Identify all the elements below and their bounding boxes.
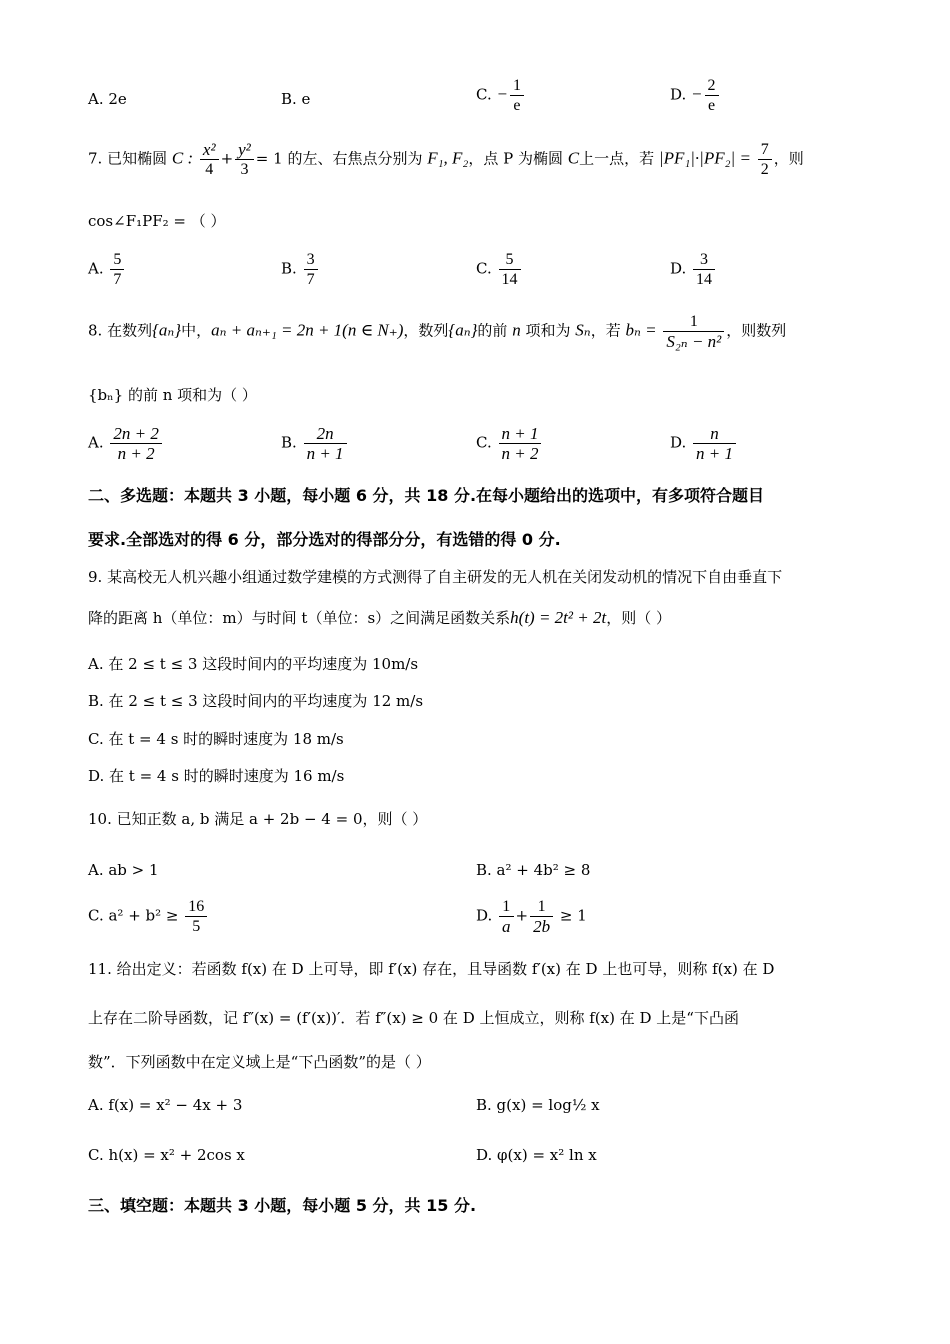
numerator: x²	[200, 140, 219, 160]
sequence-a: {aₙ}	[152, 320, 182, 340]
option-label: A.	[88, 433, 104, 452]
fraction	[693, 250, 715, 289]
q9-text: ，则（ ）	[606, 609, 671, 627]
q11-stem-line3: 数”．下列函数中在定义域上是“下凸函数”的是（ ）	[88, 1053, 431, 1071]
denominator: S₂ₙ − n²	[666, 332, 722, 351]
q7-intro: 7. 已知椭圆	[88, 149, 168, 168]
q8-text: 项和为	[525, 321, 571, 340]
denominator: a	[502, 917, 511, 936]
q10-option-d	[476, 897, 587, 936]
fraction	[693, 424, 736, 463]
q7-text: ，则	[773, 149, 804, 168]
q7-option-b	[281, 250, 320, 289]
numerator: 3	[693, 250, 715, 270]
height-function: h(t) = 2t² + 2t	[510, 608, 607, 627]
denominator: 7	[306, 271, 315, 288]
q7-text: 上一点，若	[579, 149, 655, 168]
minus-sign: −	[496, 84, 508, 104]
q8-option-c	[476, 424, 543, 463]
fraction	[200, 140, 219, 179]
option-text: C. a² + b² ≥	[88, 906, 179, 925]
option-label: D.	[670, 433, 687, 452]
q8-stem-line1	[88, 312, 786, 351]
option-text: ≥ 1	[559, 906, 587, 925]
fraction	[499, 424, 542, 463]
fraction	[110, 424, 161, 463]
fraction	[530, 897, 553, 936]
ellipse-name: C :	[171, 148, 194, 168]
option-label: C.	[476, 433, 492, 452]
q9-stem-line2	[88, 607, 671, 629]
denominator: 5	[192, 918, 201, 935]
numerator: 1	[510, 76, 524, 96]
denominator: e	[707, 97, 716, 114]
q8-text: 的前	[477, 321, 508, 340]
q11-stem-line1: 11. 给出定义：若函数 f(x) 在 D 上可导，即 f′(x) 存在，且导函数 f′(x) 在 D 上也可导，则称 f(x) 在 D	[88, 960, 775, 978]
numerator: 2	[705, 76, 719, 96]
q6-option-c	[476, 76, 526, 115]
numerator: 1	[663, 312, 724, 332]
q8-option-d	[670, 424, 738, 463]
fraction	[499, 897, 514, 936]
q11-option-c: C. h(x) = x² + 2cos x	[88, 1146, 245, 1164]
q9-option-a: A. 在 2 ≤ t ≤ 3 这段时间内的平均速度为 10m/s	[88, 655, 419, 673]
q11-stem-line2: 上存在二阶导函数，记 f″(x) = (f′(x))′．若 f″(x) ≥ 0 在 D 上恒成立，则称 f(x) 在 D 上是“下凸函	[88, 1009, 739, 1027]
numerator: n + 1	[499, 424, 542, 444]
q9-stem-line1: 9. 某高校无人机兴趣小组通过数学建模的方式测得了自主研发的无人机在关闭发动机的情况下自由垂直下	[88, 568, 783, 586]
q10-option-a: A. ab > 1	[88, 861, 159, 879]
q7-option-a	[88, 250, 126, 289]
q8-text: 中，	[181, 321, 212, 340]
numerator: 16	[185, 897, 207, 917]
foci-symbols: F₁, F₂	[427, 148, 469, 168]
q10-stem: 10. 已知正数 a, b 满足 a + 2b − 4 = 0，则（ ）	[88, 810, 428, 828]
denominator: 2b	[533, 917, 551, 936]
fraction	[499, 250, 521, 289]
q7-option-d	[670, 250, 717, 289]
var-n: n	[512, 320, 521, 340]
section-2-header-line1: 二、多选题：本题共 3 小题，每小题 6 分，共 18 分.在每小题给出的选项中，有多项符合题目	[88, 486, 765, 505]
fraction	[185, 897, 207, 936]
numerator: 3	[304, 250, 318, 270]
plus-sign: +	[515, 906, 529, 925]
section-2-header-line2: 要求.全部选对的得 6 分，部分选对的得部分分，有选错的得 0 分.	[88, 530, 561, 549]
denominator: 14	[501, 271, 518, 288]
denominator: 7	[113, 271, 122, 288]
option-label: D.	[670, 85, 687, 104]
denominator: 3	[240, 161, 249, 178]
q11-option-d: D. φ(x) = x² ln x	[476, 1146, 597, 1164]
q8-text: ，数列	[403, 321, 449, 340]
q6-option-b: B. e	[281, 90, 311, 108]
numerator: n	[693, 424, 736, 444]
option-label: C.	[476, 85, 492, 104]
numerator: 1	[499, 897, 514, 917]
q11-option-b: B. g(x) = log½ x	[476, 1096, 600, 1114]
q8-stem-line2: {bₙ} 的前 n 项和为（ ）	[88, 386, 257, 404]
numerator: 7	[758, 140, 772, 160]
denominator: n + 1	[306, 444, 344, 463]
bn-def: bₙ =	[625, 320, 657, 340]
q9-text: 降的距离 h（单位：m）与时间 t（单位：s）之间满足函数关系	[88, 609, 511, 627]
denominator: e	[513, 97, 521, 114]
numerator: 2n	[304, 424, 347, 444]
numerator: 1	[530, 897, 553, 917]
q7-stem-line1	[88, 140, 804, 179]
ellipse-name: C	[567, 148, 580, 168]
plus-sign: +	[220, 149, 234, 168]
q8-text: 8. 在数列	[88, 321, 153, 340]
q7-text: = 1 的左、右焦点分别为	[255, 149, 423, 168]
q8-text: ，若	[590, 321, 621, 340]
numerator: y²	[235, 140, 254, 160]
q9-option-c: C. 在 t = 4 s 时的瞬时速度为 18 m/s	[88, 730, 344, 748]
q11-option-a: A. f(x) = x² − 4x + 3	[88, 1096, 243, 1114]
option-label: D.	[476, 906, 493, 925]
sum-sn: Sₙ	[575, 320, 591, 340]
q8-option-a	[88, 424, 164, 463]
q9-option-b: B. 在 2 ≤ t ≤ 3 这段时间内的平均速度为 12 m/s	[88, 692, 424, 710]
fraction	[110, 250, 124, 289]
denominator: 4	[205, 161, 214, 178]
fraction	[663, 312, 724, 351]
fraction	[304, 424, 347, 463]
numerator: 2n + 2	[110, 424, 161, 444]
q7-option-c	[476, 250, 523, 289]
q10-option-b: B. a² + 4b² ≥ 8	[476, 861, 591, 879]
sequence-a: {aₙ}	[448, 320, 478, 340]
q10-option-c	[88, 897, 209, 936]
option-label: B.	[281, 433, 297, 452]
option-label: A.	[88, 259, 104, 278]
q6-option-d	[670, 76, 721, 115]
fraction	[758, 140, 772, 179]
numerator: 5	[110, 250, 124, 270]
denominator: n + 1	[696, 444, 734, 463]
q8-text: ，则数列	[726, 321, 787, 340]
fraction	[510, 76, 524, 115]
denominator: 2	[760, 161, 769, 178]
section-3-header: 三、填空题：本题共 3 小题，每小题 5 分，共 15 分.	[88, 1196, 477, 1215]
denominator: 14	[696, 271, 713, 288]
option-label: B.	[281, 259, 297, 278]
distance-product: |PF₁|·|PF₂| =	[658, 148, 751, 168]
q8-option-b	[281, 424, 349, 463]
denominator: n + 2	[117, 444, 155, 463]
numerator: 5	[499, 250, 521, 270]
q6-option-a: A. 2e	[88, 90, 127, 108]
fraction	[705, 76, 719, 115]
q9-option-d: D. 在 t = 4 s 时的瞬时速度为 16 m/s	[88, 767, 345, 785]
recurrence: aₙ + aₙ₊₁ = 2n + 1(n ∈ N₊)	[211, 320, 404, 340]
q7-stem-line2: cos∠F₁PF₂ = （ ）	[88, 212, 226, 230]
option-label: D.	[670, 259, 687, 278]
minus-sign: −	[691, 84, 703, 104]
q7-text: ，点 P 为椭圆	[468, 149, 563, 168]
denominator: n + 2	[501, 444, 539, 463]
fraction	[304, 250, 318, 289]
fraction	[235, 140, 254, 179]
option-label: C.	[476, 259, 492, 278]
